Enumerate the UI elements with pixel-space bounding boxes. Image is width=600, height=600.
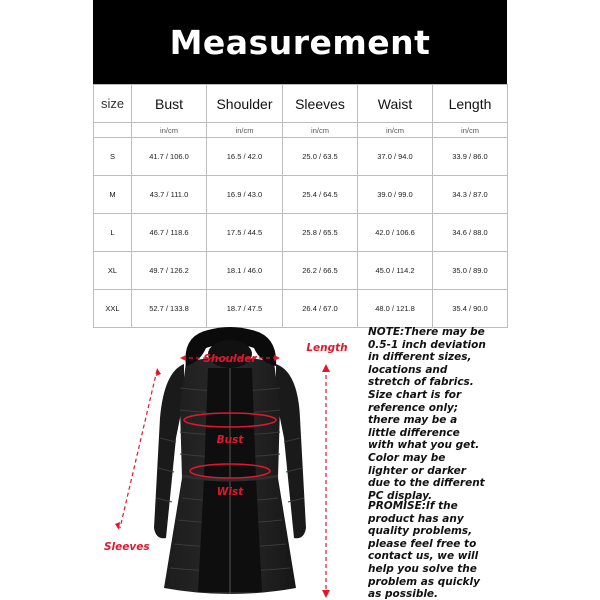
waist-label: Wist [216,486,244,498]
page-title: Measurement [169,22,431,62]
column-header-length: Length [433,85,508,123]
column-header-shoulder: Shoulder [207,85,283,123]
table-row [94,176,508,214]
shoulder-arrow-left [180,355,186,361]
table-cell: 34.3 / 87.0 [433,176,508,214]
bust-label: Bust [216,434,244,446]
table-row [94,138,508,176]
table-cell: 46.7 / 118.6 [132,214,207,252]
sleeves-arrow-top [156,368,161,376]
unit-cell: in/cm [283,123,358,138]
table-cell: 33.9 / 86.0 [433,138,508,176]
table-cell: 35.0 / 89.0 [433,252,508,290]
shoulder-label: Shoulder [203,353,257,365]
unit-cell: in/cm [207,123,283,138]
length-label: Length [306,342,348,354]
column-header-bust: Bust [132,85,207,123]
table-header-row [94,85,508,123]
table-cell: 52.7 / 133.8 [132,290,207,328]
length-arrow-bottom [322,590,330,598]
table-cell: 34.6 / 88.0 [433,214,508,252]
table-cell: 25.0 / 63.5 [283,138,358,176]
table-cell: 18.7 / 47.5 [207,290,283,328]
coat-diagram [100,318,360,600]
size-header: size [94,85,132,123]
sleeves-label: Sleeves [104,541,150,553]
sleeves-arrow-bottom [115,522,120,530]
unit-cell-empty [94,123,132,138]
table-cell: 43.7 / 111.0 [132,176,207,214]
size-cell: XL [94,252,132,290]
table-cell: 42.0 / 106.6 [358,214,433,252]
coat-illustration [100,318,360,600]
table-cell: 48.0 / 121.8 [358,290,433,328]
table-cell: 49.7 / 126.2 [132,252,207,290]
title-banner [93,0,507,84]
table-cell: 25.4 / 64.5 [283,176,358,214]
unit-cell: in/cm [433,123,508,138]
table-cell: 16.5 / 42.0 [207,138,283,176]
length-arrow-top [322,364,330,372]
table-row [94,252,508,290]
note-text: NOTE:There may be 0.5-1 inch deviation in different sizes, locations and stretch of fabrics. Size chart is for reference only; there may be a little difference with what you get. Color may be lighter or darker due to the different PC display. [368,326,486,502]
promise-text: PROMISE:If the product has any quality problems, please feel free to contact us, we will help you solve the problem as quickly as possible. [368,500,480,600]
table-cell: 26.2 / 66.5 [283,252,358,290]
unit-cell: in/cm [132,123,207,138]
table-cell: 37.0 / 94.0 [358,138,433,176]
table-cell: 39.0 / 99.0 [358,176,433,214]
unit-cell: in/cm [358,123,433,138]
size-cell: S [94,138,132,176]
shoulder-arrow-right [274,355,280,361]
table-cell: 25.8 / 65.5 [283,214,358,252]
sleeves-measure-line [120,370,157,528]
table-cell: 41.7 / 106.0 [132,138,207,176]
table-cell: 45.0 / 114.2 [358,252,433,290]
column-header-waist: Waist [358,85,433,123]
size-chart-table [93,84,508,328]
size-cell: M [94,176,132,214]
size-cell: L [94,214,132,252]
column-header-sleeves: Sleeves [283,85,358,123]
table-row [94,214,508,252]
table-cell: 26.4 / 67.0 [283,290,358,328]
size-cell: XXL [94,290,132,328]
table-cell: 18.1 / 46.0 [207,252,283,290]
unit-row [94,123,508,138]
table-cell: 17.5 / 44.5 [207,214,283,252]
table-cell: 35.4 / 90.0 [433,290,508,328]
table-cell: 16.9 / 43.0 [207,176,283,214]
